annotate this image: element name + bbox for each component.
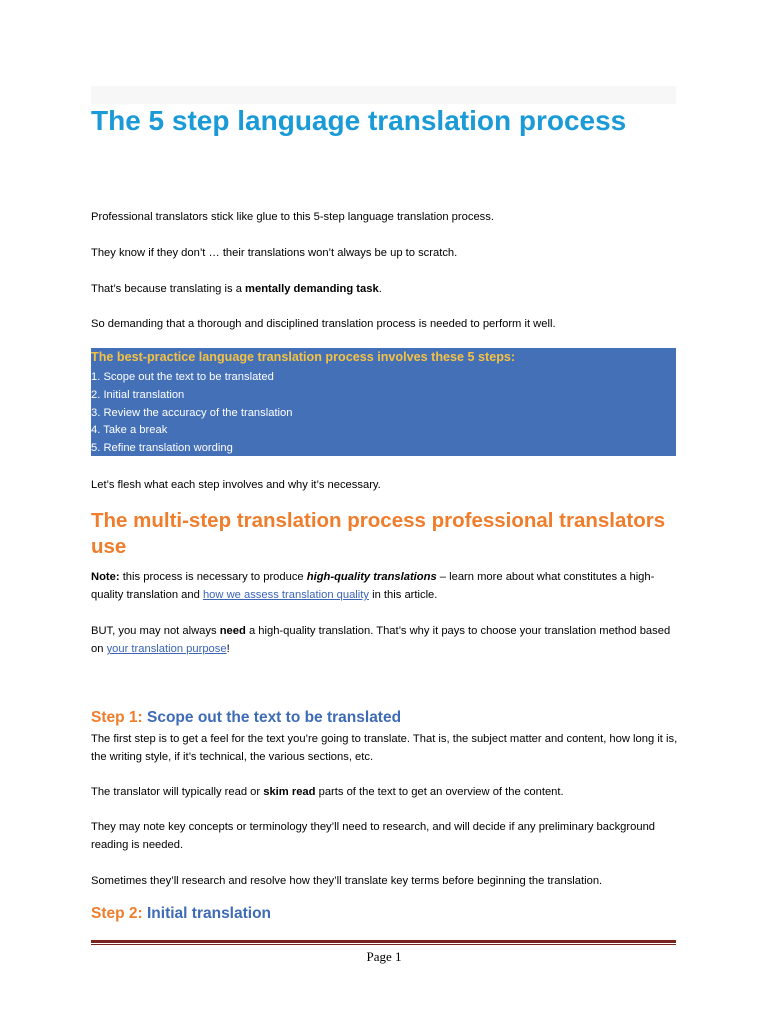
header-band (91, 86, 676, 104)
document-page (91, 86, 678, 922)
step-1-title: Scope out the text to be translated (147, 709, 402, 726)
note-text: in this article. (369, 589, 438, 601)
note-text: – learn more about what constitutes a high-quality translation and (91, 571, 655, 601)
step-2-number: Step 2: (91, 905, 143, 922)
translation-quality-link[interactable]: how we assess translation quality (202, 589, 369, 601)
step-1-paragraph-2 (91, 783, 681, 801)
page-title: The 5 step language translation process (91, 105, 627, 136)
demanding-bold: mentally demanding task (245, 283, 379, 295)
flesh-paragraph: Let’s flesh what each step involves and why it’s necessary. (91, 479, 381, 491)
steps-box-heading: The best-practice language translation process involves these 5 steps: (91, 350, 516, 364)
step-1-paragraph-4: Sometimes they’ll research and resolve how they’ll translate key terms before beginning the translation. (91, 875, 603, 887)
step-1-heading (91, 708, 401, 728)
step-1-paragraph-1: The first step is to get a feel for the text you’re going to translate. That is, the subject matter and content, how long it is, the writing style, if it’s technical, the various sections, etc. (91, 733, 678, 763)
step-1-bold: skim read (263, 786, 316, 798)
intro-paragraph-2: They know if they don’t … their translations won’t always be up to scratch. (91, 247, 458, 259)
steps-box-item: 2. Initial translation (91, 389, 185, 401)
step-1-paragraph-3: They may note key concepts or terminology they’ll need to research, and will decide if any preliminary background reading is needed. (91, 821, 656, 851)
note-label: Note: (91, 571, 120, 583)
step-1-number: Step 1: (91, 709, 143, 726)
footer-rule-thin (91, 944, 676, 945)
step-2-heading (91, 904, 271, 924)
steps-box-item: 5. Refine translation wording (91, 442, 233, 454)
section-heading: The multi-step translation process professional translators use (91, 509, 666, 558)
thorough-paragraph: So demanding that a thorough and disciplined translation process is needed to perform it well. (91, 318, 556, 330)
note-paragraph (91, 568, 681, 604)
note-emphasis: high-quality translations (306, 571, 437, 583)
demanding-end: . (378, 283, 382, 295)
intro-paragraph-1: Professional translators stick like glue to this 5-step language translation process. (91, 211, 494, 223)
but-text: a high-quality translation. That’s why it pays to choose your translation method based on (91, 625, 671, 655)
note-text: this process is necessary to produce (119, 571, 307, 583)
but-bold: need (219, 625, 246, 637)
steps-box-item: 1. Scope out the text to be translated (91, 371, 274, 383)
footer-rule-thick (91, 940, 676, 943)
page-number: Page 1 (366, 949, 402, 964)
but-text: BUT, you may not always (91, 625, 220, 637)
steps-summary-box (91, 348, 676, 456)
demanding-paragraph (91, 280, 681, 298)
step-1-text: The translator will typically read or (91, 786, 264, 798)
translation-purpose-link[interactable]: your translation purpose (106, 643, 227, 655)
but-paragraph (91, 622, 681, 658)
step-1-text: parts of the text to get an overview of the content. (315, 786, 564, 798)
demanding-text: That’s because translating is a (91, 283, 246, 295)
footer-rule (91, 940, 676, 946)
steps-box-item: 4. Take a break (91, 424, 168, 436)
but-text: ! (226, 643, 230, 655)
step-2-title: Initial translation (147, 905, 272, 922)
steps-box-item: 3. Review the accuracy of the translation (91, 407, 293, 419)
